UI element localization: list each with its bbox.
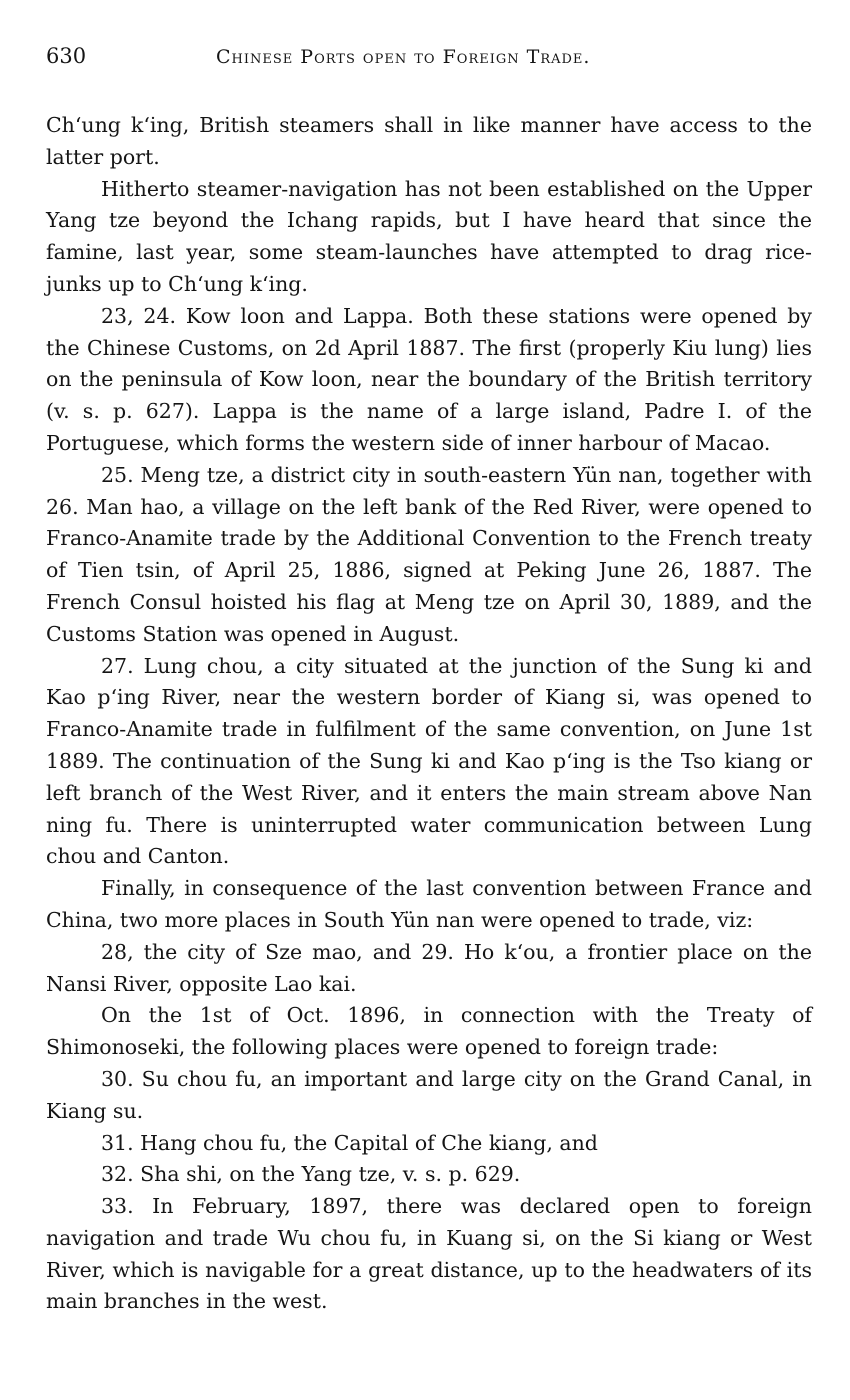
paragraph-kowloon-lappa: 23, 24. Kow loon and Lappa. Both these stations were opened by the Chinese Customs, on 2d April 1887. The first (properly Kiu lung) lies on the peninsula of Kow loon, near the boundary of the British territory (v. s. p. 627). Lappa is the name of a large island, Padre I. of the Portuguese, which forms the western side of inner harbour of Macao. xyxy=(46,303,812,455)
running-title: Chinese Ports open to Foreign Trade. xyxy=(216,46,591,68)
page xyxy=(46,44,812,1318)
page-number: 630 xyxy=(46,44,87,68)
body-text xyxy=(46,110,812,1318)
paragraph-su-chou-fu: 30. Su chou fu, an important and large city on the Grand Canal, in Kiang su. xyxy=(46,1066,812,1123)
paragraph-lung-chou: 27. Lung chou, a city situated at the junction of the Sung ki and Kao p‘ing River, near the western border of Kiang si, was opened to Franco-Anamite trade in fulfilment of the same convention, on June 1st 1889. The continuation of the Sung ki and Kao p‘ing is the Tso kiang or left branch of the West River, and it enters the main stream above Nan ning fu. There is uninterrupted water communication between Lung chou and Canton. xyxy=(46,653,812,869)
running-head xyxy=(46,44,812,80)
paragraph-sze-mao-ho-kou: 28, the city of Sze mao, and 29. Ho k‘ou, a frontier place on the Nansi River, opposite Lao kai. xyxy=(46,939,812,996)
paragraph-last-convention: Finally, in consequence of the last convention between France and China, two more places in South Yün nan were opened to trade, viz: xyxy=(46,876,812,932)
paragraph-wu-chou-fu: 33. In February, 1897, there was declared open to foreign navigation and trade Wu chou fu, in Kuang si, on the Si kiang or West River, which is navigable for a great distance, up to the headwaters of its main branches in the west. xyxy=(46,1194,812,1314)
paragraph-sha-shi: 32. Sha shi, on the Yang tze, v. s. p. 629. xyxy=(101,1162,521,1187)
paragraph-continuation: Ch‘ung k‘ing, British steamers shall in like manner have access to the latter port. xyxy=(46,113,812,169)
paragraph-meng-tze-man-hao: 25. Meng tze, a district city in south-eastern Yün nan, together with 26. Man hao, a village on the left bank of the Red River, were opened to Franco-Anamite trade by the Additional Convention to the French treaty of Tien tsin, of April 25, 1886, signed at Peking June 26, 1887. The French Consul hoisted his flag at Meng tze on April 30, 1889, and the Customs Station was opened in August. xyxy=(46,462,812,646)
paragraph-steamer-navigation: Hitherto steamer-navigation has not been established on the Upper Yang tze beyond the Ichang rapids, but I have heard that since the famine, last year, some steam-launches have attempted to drag rice-junks up to Ch‘ung k‘ing. xyxy=(46,176,812,296)
paragraph-hang-chou-fu: 31. Hang chou fu, the Capital of Che kiang, and xyxy=(101,1130,598,1155)
paragraph-shimonoseki: On the 1st of Oct. 1896, in connection with the Treaty of Shimonoseki, the following places were opened to foreign trade: xyxy=(46,1003,812,1060)
